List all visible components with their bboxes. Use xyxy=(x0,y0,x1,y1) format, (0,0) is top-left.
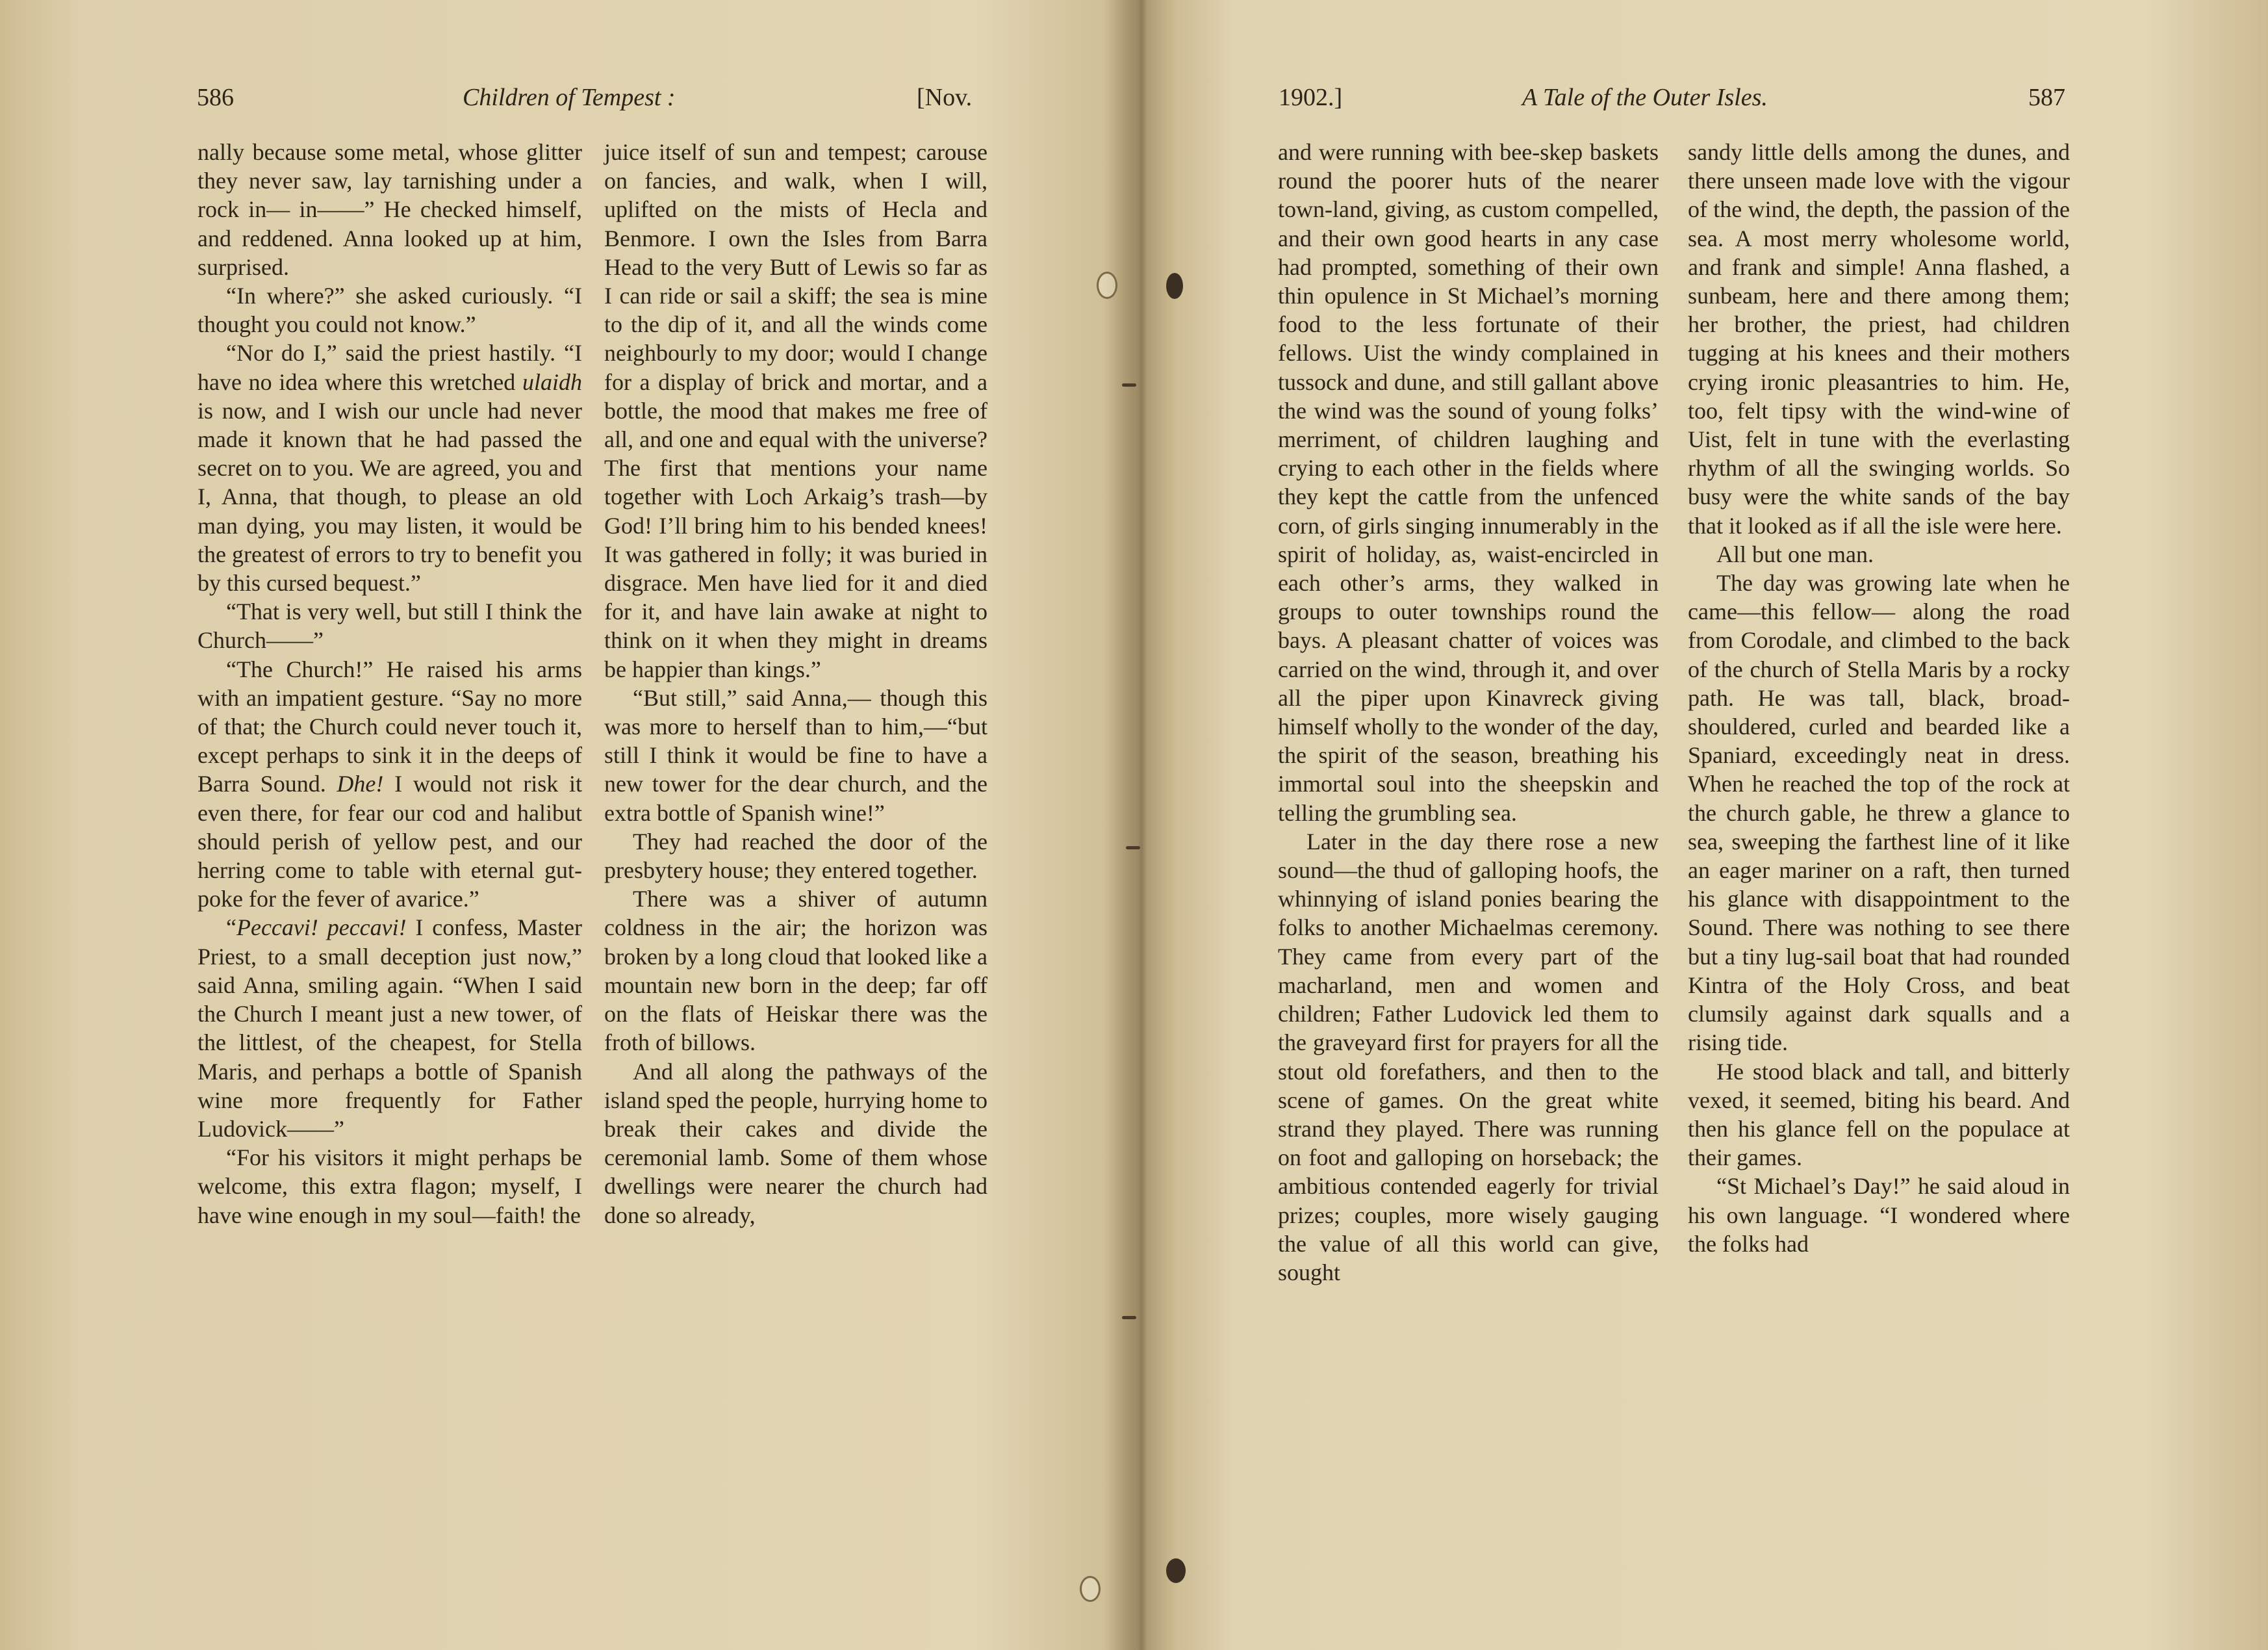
page-number-right: 587 xyxy=(2028,84,2065,111)
running-title-right: A Tale of the Outer Isles. xyxy=(1522,84,1768,111)
left-running-head xyxy=(0,83,1134,122)
paragraph: juice itself of sun and tempest; carouse on fancies, and walk, when I will, uplifted on the mists of Hecla and Benmore. I own the Isles from Barra Head to the very Butt of Lewis so far as I can ride or sail a skiff; the sea is mine to the dip of it, and all the winds come neighbourly to my door; would I change for a display of brick and mortar, and a bottle, the mood that makes me free of all, and one and equal with the universe? The first that mentions your name together with Loch Arkaig’s trash—by God! I’ll bring him to his bended knees! It was gathered in folly; it was buried in disgrace. Men have lied for it and died for it, and have lain awake at night to think on it when they might in dreams be happier than kings.” xyxy=(604,139,987,682)
left-column-2 xyxy=(604,138,987,1230)
paragraph: All but one man. xyxy=(1716,541,1874,567)
paragraph: He stood black and tall, and bitterly vexed, it seemed, biting his beard. And then his glance fell on the populace at their games. xyxy=(1688,1058,2070,1171)
right-column-1 xyxy=(1278,138,1659,1287)
paragraph: “That is very well, but still I think the Church——” xyxy=(197,599,582,654)
paragraph: nally because some metal, whose glitter they never saw, lay tarnishing under a rock in— in——” He checked himself, and reddened. Anna looked up at him, surprised. xyxy=(197,139,582,280)
paragraph: “In where?” she asked curiously. “I thought you could not know.” xyxy=(197,283,582,338)
paragraph: Later in the day there rose a new sound—the thud of galloping hoofs, the whinnying of island ponies bearing the folks to another Michaelmas ceremony. They came from every part of the macharland, men and women and children; Father Ludovick led them to the graveyard first for prayers for all the stout old forefathers, and then to the scene of games. On the great white strand they played. There was running on foot and galloping on horseback; the ambitious contended eagerly for trivial prizes; couples, more wisely gauging the value of all this world can give, sought xyxy=(1278,828,1659,1285)
paragraph: They had reached the door of the presbytery house; they entered together. xyxy=(604,828,987,884)
paragraph: “But still,” said Anna,— though this was more to herself than to him,—“but still I think it would be fine to have a new tower for the dear church, and the extra bottle of Spanish wine!” xyxy=(604,684,987,826)
paragraph: And all along the pathways of the island sped the people, hurrying home to break their cakes and divide the ceremonial lamb. Some of them whose dwellings were nearer the church had done so already, xyxy=(604,1058,987,1228)
date-mark-left: [Nov. xyxy=(917,84,973,111)
paragraph: “Peccavi! peccavi! I confess, Master Priest, to a small deception just now,” said Anna, smiling again. “When I said the Church I meant just a new tower, of the littlest, of the cheapest, for Stella Maris, and perhaps a bottle of Spanish wine more frequently for Father Ludovick——” xyxy=(197,914,582,1142)
running-title-left: Children of Tempest : xyxy=(463,84,676,111)
left-column-1 xyxy=(197,138,582,1230)
paragraph: and were running with bee-skep baskets round the poorer huts of the nearer town-land, giving, as custom compelled, and their own good hearts in any case had prompted, something of their own thin opulence in St Michael’s morning food to the less fortunate of their fellows. Uist the windy complained in tussock and dune, and still gallant above the wind was the sound of young folks’ merriment, of children laughing and crying to each other in the fields where they kept the cattle from the unfenced corn, of girls singing innumerably in the spirit of holiday, as, waist-encircled in each other’s arms, they walked in groups to outer townships round the bays. A pleasant chatter of voices was carried on the wind, through it, and over all the piper upon Kinavreck giving himself wholly to the wonder of the day, the spirit of the season, breathing his immortal soul into the sheepskin and telling the grumbling sea. xyxy=(1278,139,1659,826)
paragraph: The day was growing late when he came—this fellow— along the road from Corodale, and climbed to the back of the church of Stella Maris by a rocky path. He was tall, black, broad-shouldered, curled and bearded like a Spaniard, exceedingly neat in dress. When he reached the top of the rock at the church gable, he threw a glance to sea, sweeping the farthest line of it like an eager mariner on a raft, then turned his glance with disappointment to the Sound. There was nothing to see there but a tiny lug-sail boat that had rounded Kintra of the Holy Cross, and beat clumsily against dark squalls and a rising tide. xyxy=(1688,570,2070,1056)
date-mark-right: 1902.] xyxy=(1279,84,1343,111)
paragraph: “Nor do I,” said the priest hastily. “I have no idea where this wretched ulaidh is now, and I wish our uncle had never made it known that he had passed the secret on to you. We are agreed, you and I, Anna, that though, to please an old man dying, you may listen, it would be the greatest of errors to try to benefit you by this cursed bequest.” xyxy=(197,340,582,597)
paragraph: There was a shiver of autumn coldness in the air; the horizon was broken by a long cloud that looked like a mountain new born in the deep; far off on the flats of Heiskar there was the froth of billows. xyxy=(604,886,987,1056)
paragraph: “St Michael’s Day!” he said aloud in his own language. “I wondered where the folks had xyxy=(1688,1173,2070,1257)
right-running-head xyxy=(1134,83,2268,122)
right-page xyxy=(1134,0,2268,1650)
paragraph: sandy little dells among the dunes, and there unseen made love with the vigour of the wind, the depth, the passion of the sea. A most merry wholesome world, and frank and simple! Anna flashed, a sunbeam, here and there among them; her brother, the priest, had children tugging at his knees and their mothers crying ironic pleasantries to him. He, too, felt tipsy with the wind-wine of Uist, felt in tune with the everlasting rhythm of all the swinging worlds. So busy were the white sands of the bay that it looked as if all the isle were here. xyxy=(1688,139,2070,539)
page-number-left: 586 xyxy=(197,84,234,111)
right-column-2 xyxy=(1688,138,2070,1258)
paragraph: “The Church!” He raised his arms with an impatient gesture. “Say no more of that; the Church could never touch it, except perhaps to sink it in the deeps of Barra Sound. Dhe! I would not risk it even there, for fear our cod and halibut should perish of yellow pest, and our herring come to table with eternal gut-poke for the fever of avarice.” xyxy=(197,656,583,912)
paragraph: “For his visitors it might perhaps be welcome, this extra flagon; myself, I have wine enough in my soul—faith! the xyxy=(197,1144,582,1228)
